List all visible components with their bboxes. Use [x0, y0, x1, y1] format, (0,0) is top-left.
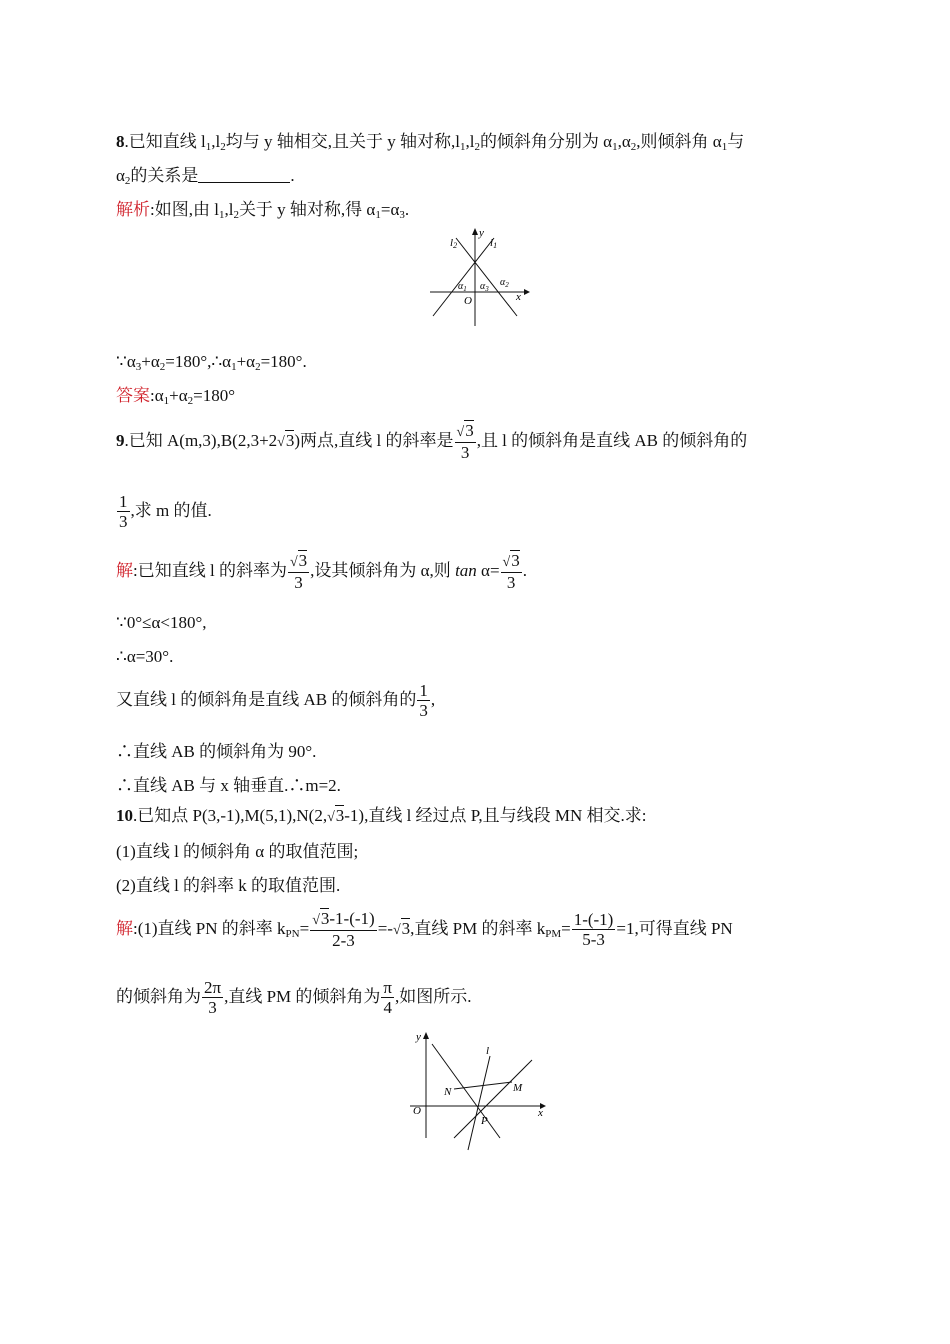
svg-text:l1: l1: [490, 237, 498, 250]
q8-answer: 答案$:\alpha_1+\alpha_2=180^\circ$: [116, 386, 236, 407]
svg-text:α3: $\alpha_3$: [480, 281, 489, 293]
fraction: $\frac{1}{3}$: [119, 491, 128, 531]
svg-text:l: l: [486, 1045, 490, 1057]
fraction: $\frac{1}{3}$: [419, 680, 428, 720]
q9-l2: ∵0°≤α<180°,: [116, 613, 207, 632]
q9-line2: $\frac{1}{3}$ ,求 m 的值.: [119, 491, 212, 531]
y-axis-arrow: [472, 228, 478, 235]
x-axis-arrow: [524, 289, 530, 295]
q8-line1: 8.已知直线 $l_1,l_2$均与 y 轴相交,且关于 y 轴对称$,l_1,l_2$的倾斜角分别为 $\alpha_1,\alpha_2$,则倾斜角 $\alpha_1$与: [116, 132, 745, 153]
q9-l4: 又直线 l 的倾斜角是直线 AB 的倾斜角的 $\frac{1}{3}$ ,: [116, 680, 436, 720]
q10-solution: 解:(1)直线 PN 的斜率 $k_{PN}=$ $\frac{√3-1-(-1)}{2-3}$ =-√3,直线 PM 的斜率 $k_{PM}=$ $\frac{1-(-1)}{5-3}$ =1,可得直线 PN: [116, 908, 733, 950]
q9-l3: ∴α=30°.: [116, 647, 174, 666]
q10-figure: [404, 1028, 550, 1152]
q9-number: 9: [116, 431, 125, 450]
fraction: $\frac{√3-1-(-1)}{2-3}$: [312, 908, 375, 950]
q10-line1: 10.已知点 P(3,-1),M(5,1),N(2,√3-1),直线 l 经过点 P,且与线段 MN 相交.求:: [116, 806, 647, 825]
fraction: $\frac{2\pi}{3}$: [204, 977, 222, 1017]
svg-text:y: y: [416, 1031, 421, 1043]
svg-text:x: x: [538, 1107, 543, 1119]
fraction: $\frac{√3}{3}$: [289, 550, 308, 592]
svg-text:O: O: [413, 1105, 421, 1117]
q10-part2: (2)直线 l 的斜率 k 的取值范围.: [116, 876, 341, 895]
q10-part1: (1)直线 l 的倾斜角 α 的取值范围;: [116, 842, 359, 861]
q8-because: $\because\alpha_3+\alpha_2=180^\circ,\therefore\alpha_1+\alpha_2=180^\circ$.: [116, 352, 307, 373]
q8-figure: [420, 226, 530, 330]
q9-solution: 解:已知直线 l 的斜率为 $\frac{√3}{3}$ ,设其倾斜角为 α,则 tan α= $\frac{√3}{3}$ .: [116, 550, 527, 592]
answer-label: 答案: [116, 386, 150, 405]
line-pm: [454, 1060, 532, 1138]
fraction: $\frac{1-(-1)}{5-3}$: [573, 909, 614, 949]
line-l: [468, 1056, 490, 1150]
q10-solution-line2: 的倾斜角为 $\frac{2\pi}{3}$ ,直线 PM 的倾斜角为 $\frac{\pi}{4}$ ,如图所示.: [116, 977, 472, 1017]
q8-line2: $\alpha_2$的关系是 .: [116, 166, 295, 187]
svg-text:α1: $\alpha_1$: [458, 281, 467, 293]
solution-label: 解: [116, 561, 133, 580]
svg-text:M: M: [513, 1082, 523, 1094]
svg-text:O: O: [464, 295, 472, 307]
q9-line1: 9.已知 A(m,3),B(2,3+2√3)两点,直线 l 的斜率是 $\frac{√3}{3}$ ,且 l 的倾斜角是直线 AB 的倾斜角的: [116, 420, 748, 462]
q10-number: 10: [116, 806, 133, 825]
svg-text:y: y: [479, 227, 484, 239]
svg-text:x: x: [516, 291, 521, 303]
q9-l5: ∴直线 AB 的倾斜角为 90°.: [116, 742, 317, 761]
solution-label: 解: [116, 919, 133, 938]
solution-label: 解析: [116, 200, 150, 219]
q8-number: 8: [116, 132, 125, 151]
fraction: $\frac{\pi}{4}$: [383, 977, 393, 1017]
answer-blank: [198, 166, 290, 183]
y-axis-arrow: [423, 1032, 429, 1039]
q9-l6: ∴直线 AB 与 x 轴垂直.∴m=2.: [116, 776, 341, 795]
fraction: $\frac{√3}{3}$: [502, 550, 520, 592]
svg-text:P: P: [481, 1115, 488, 1127]
svg-text:l2: l2: [450, 237, 458, 250]
svg-text:α2: $\alpha_2$: [500, 277, 509, 289]
fraction: $\frac{√3}{3}$: [456, 420, 474, 462]
q8-solution: 解析:如图,由 $l_1,l_2$关于 y 轴对称,得 $\alpha_1=\alpha_3$.: [116, 200, 410, 221]
svg-text:N: N: [444, 1086, 452, 1098]
